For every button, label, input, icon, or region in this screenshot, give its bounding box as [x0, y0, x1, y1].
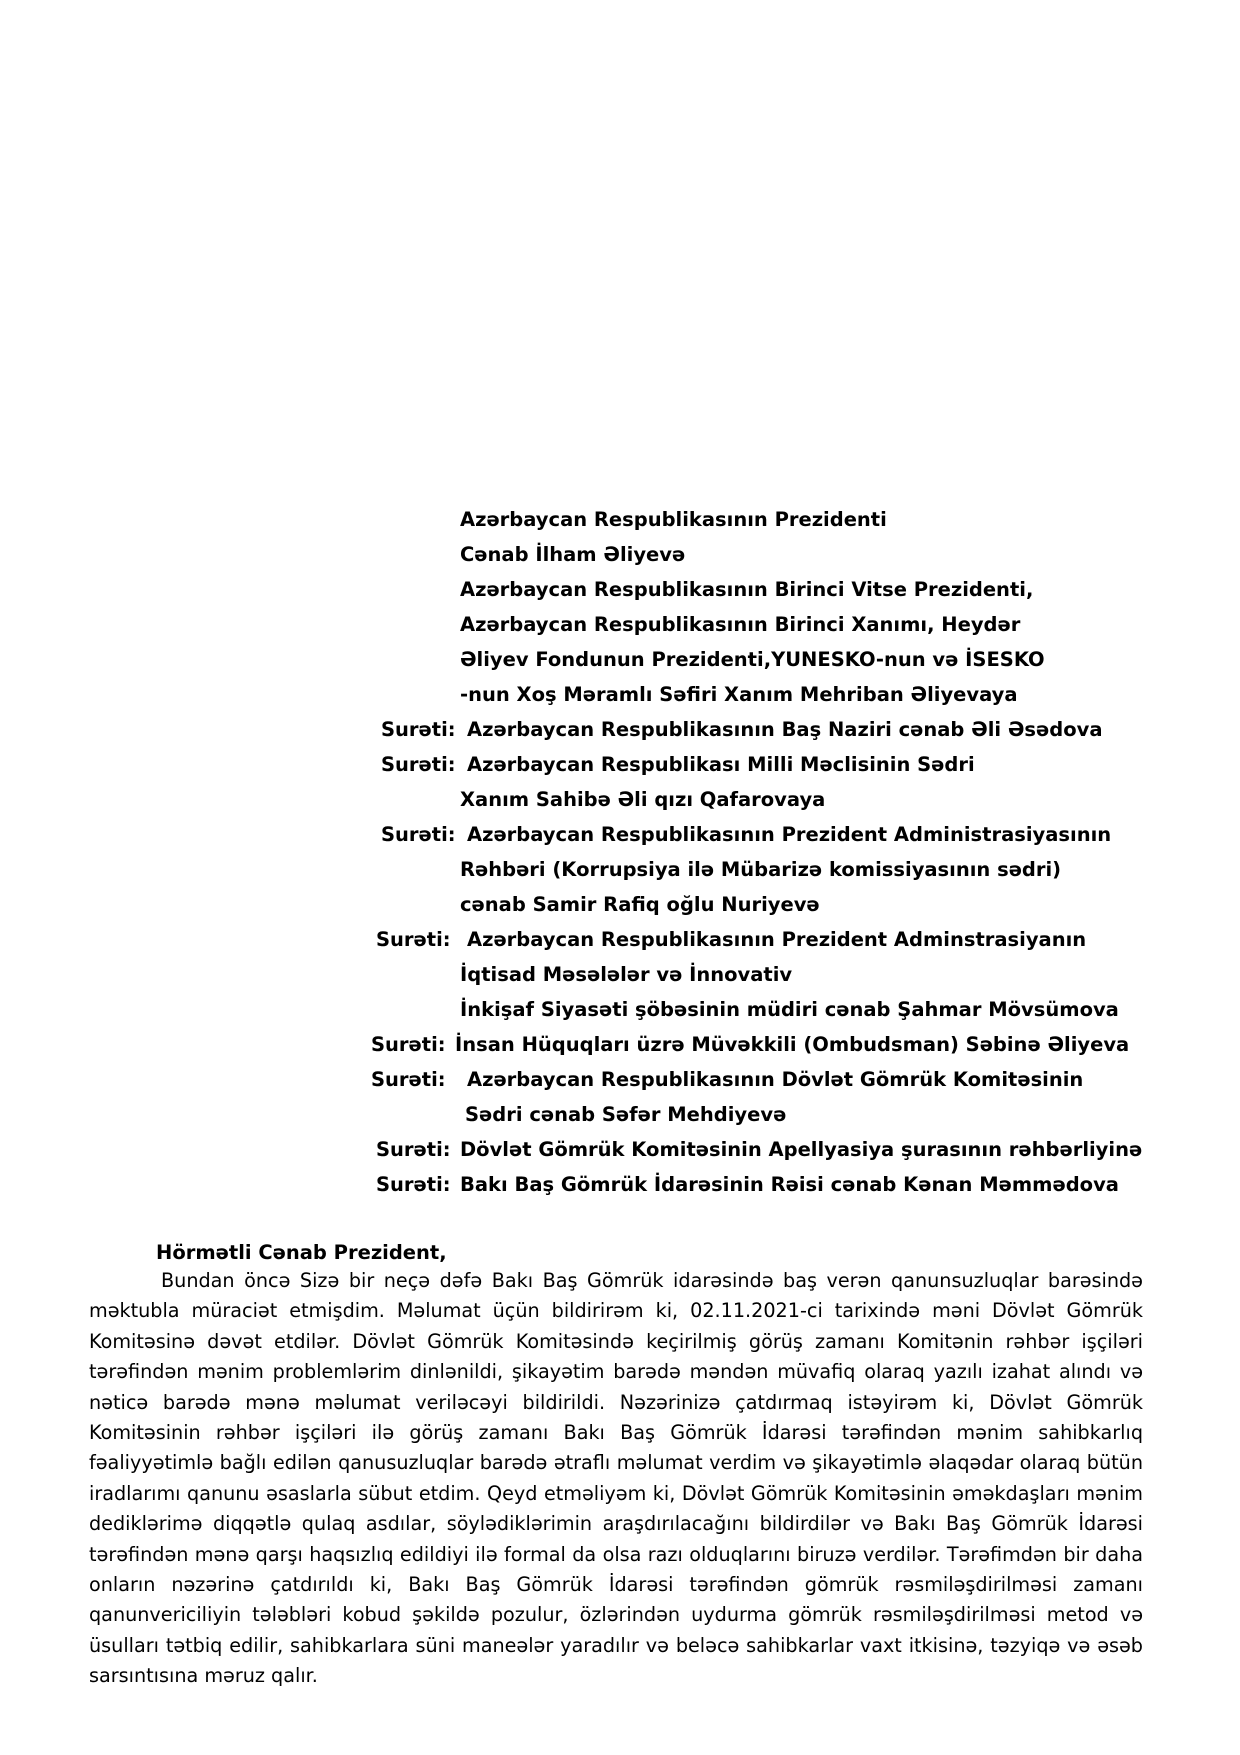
- addressee-text: Azərbaycan Respublikasının Dövlət Gömrük Komitəsinin: [467, 1068, 1084, 1091]
- addressee-text: Azərbaycan Respublikasının Prezidenti: [460, 508, 887, 531]
- addressee-block: [0, 502, 1240, 1202]
- copy-prefix: Surəti:: [376, 928, 451, 951]
- copy-prefix: Surəti:: [376, 1173, 451, 1196]
- addressee-line: [0, 572, 1240, 607]
- copy-line: [0, 1167, 1240, 1202]
- copy-prefix: Surəti:: [376, 1138, 451, 1161]
- addressee-text: Azərbaycan Respublikasının Prezident Administrasiyasının: [467, 823, 1112, 846]
- salutation: Hörmətli Cənab Prezident,: [156, 1241, 447, 1264]
- body-paragraph: Bundan öncə Sizə bir neçə dəfə Bakı Baş Gömrük idarəsində baş verən qanunsuzluqlar barəsində məktubla müraciət etmişdim. Məlumat üçün bildirirəm ki, 02.11.2021-ci tarixində məni Dövlət Gömrük Komitəsinə dəvət etdilər. Dövlət Gömrük Komitəsində keçirilmiş görüş zamanı Komitənin rəhbər işçiləri tərəfindən mənim problemlərim dinlənildi, şikayətim barədə məndən müvafiq olaraq yazılı izahat alındı və nəticə barədə mənə məlumat veriləcəyi bildirildi. Nəzərinizə çatdırmaq istəyirəm ki, Dövlət Gömrük Komitəsinin rəhbər işçiləri ilə görüş zamanı Bakı Baş Gömrük İdarəsi tərəfindən mənim sahibkarlıq fəaliyyətimlə bağlı edilən qanusuzluqlar barədə ətraflı məlumat verdim və şikayətimlə əlaqədar olaraq bütün iradlarımı qanunu əsaslarla sübut etdim. Qeyd etməliyəm ki, Dövlət Gömrük Komitəsinin əməkdaşları mənim dediklərimə diqqətlə qulaq asdılar, söylədiklərimin araşdırılacağını bildirdilər və Bakı Baş Gömrük İdarəsi tərəfindən mənə qarşı haqsızlıq edildiyi ilə formal da olsa razı olduqlarını biruzə verdilər. Tərəfimdən bir daha onların nəzərinə çatdırıldı ki, Bakı Baş Gömrük İdarəsi tərəfindən gömrük rəsmiləşdirilməsi zamanı qanunvericiliyin tələbləri kobud şəkildə pozulur, özlərindən uydurma gömrük rəsmiləşdirilməsi metod və üsulları tətbiq edilir, sahibkarlara süni maneələr yaradılır və beləcə sahibkarlar vaxt itkisinə, təzyiqə və əsəb sarsıntısına məruz qalır.: [89, 1269, 1143, 1688]
- addressee-text: Azərbaycan Respublikasının Birinci Vitse Prezidenti,: [460, 578, 1034, 601]
- addressee-line: [0, 852, 1240, 887]
- addressee-text: -nun Xoş Məramlı Səfiri Xanım Mehriban Əliyevaya: [460, 683, 1018, 706]
- addressee-line: [0, 887, 1240, 922]
- addressee-line: [0, 1097, 1240, 1132]
- addressee-line: [0, 537, 1240, 572]
- copy-line: [0, 747, 1240, 782]
- copy-line: [0, 1062, 1240, 1097]
- addressee-text: İnkişaf Siyasəti şöbəsinin müdiri cənab Şahmar Mövsümova: [460, 998, 1119, 1021]
- addressee-line: [0, 992, 1240, 1027]
- copy-line: [0, 817, 1240, 852]
- copy-prefix: Surəti:: [381, 718, 456, 741]
- addressee-line: [0, 642, 1240, 677]
- copy-line: [0, 712, 1240, 747]
- addressee-text: Cənab İlham Əliyevə: [460, 543, 686, 566]
- addressee-text: İqtisad Məsələlər və İnnovativ: [460, 963, 793, 986]
- copy-prefix: Surəti:: [381, 823, 456, 846]
- addressee-line: [0, 502, 1240, 537]
- addressee-line: [0, 782, 1240, 817]
- addressee-line: [0, 607, 1240, 642]
- addressee-text: Bakı Baş Gömrük İdarəsinin Rəisi cənab Kənan Məmmədova: [460, 1173, 1119, 1196]
- addressee-line: [0, 677, 1240, 712]
- addressee-text: Dövlət Gömrük Komitəsinin Apellyasiya şurasının rəhbərliyinə: [460, 1138, 1143, 1161]
- copy-line: [0, 1132, 1240, 1167]
- copy-line: [0, 1027, 1240, 1062]
- addressee-text: Xanım Sahibə Əli qızı Qafarovaya: [460, 788, 826, 811]
- addressee-text: Əliyev Fondunun Prezidenti,YUNESKO-nun və İSESKO: [460, 648, 1045, 671]
- copy-prefix: Surəti:: [371, 1033, 446, 1056]
- copy-prefix: Surəti:: [381, 753, 456, 776]
- addressee-text: Rəhbəri (Korrupsiya ilə Mübarizə komissiyasının sədri): [460, 858, 1062, 881]
- addressee-text: Azərbaycan Respublikasının Birinci Xanımı, Heydər: [460, 613, 1021, 636]
- copy-line: [0, 922, 1240, 957]
- addressee-text: İnsan Hüquqları üzrə Müvəkkili (Ombudsman) Səbinə Əliyeva: [455, 1033, 1130, 1056]
- addressee-text: Azərbaycan Respublikasının Baş Naziri cənab Əli Əsədova: [467, 718, 1103, 741]
- addressee-text: Sədri cənab Səfər Mehdiyevə: [465, 1103, 787, 1126]
- addressee-text: cənab Samir Rafiq oğlu Nuriyevə: [460, 893, 820, 916]
- copy-prefix: Surəti:: [371, 1068, 446, 1091]
- addressee-text: Azərbaycan Respublikasının Prezident Adminstrasiyanın: [467, 928, 1087, 951]
- addressee-text: Azərbaycan Respublikası Milli Məclisinin Sədri: [467, 753, 975, 776]
- addressee-line: [0, 957, 1240, 992]
